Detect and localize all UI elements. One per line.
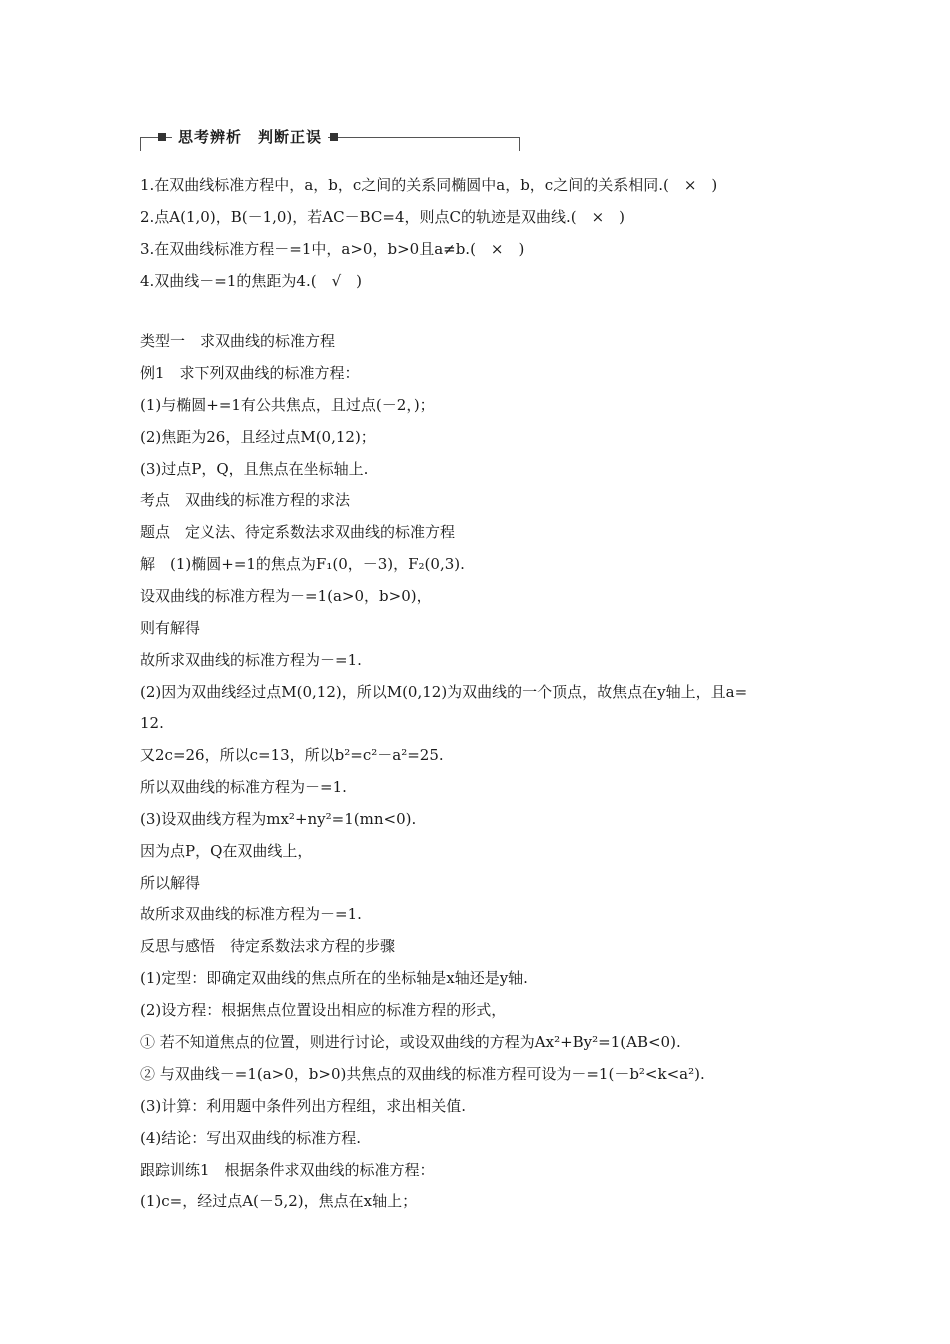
section-header [140, 125, 520, 155]
practice-title: 跟踪训练1 根据条件求双曲线的标准方程： [140, 1161, 435, 1179]
header-right-bracket [519, 137, 520, 151]
solution-line: 解 (1)椭圆+=1的焦点为F₁(0，－3)，F₂(0,3). [140, 555, 465, 573]
solution-line: 故所求双曲线的标准方程为－=1. [140, 905, 362, 923]
judge-item-2: 2.点A(1,0)，B(－1,0)，若AC－BC=4，则点C的轨迹是双曲线.( × ) [140, 208, 626, 226]
judge-item-4: 4.双曲线－=1的焦距为4.( √ ) [140, 272, 362, 290]
reflection-step: ① 若不知道焦点的位置，则进行讨论，或设双曲线的方程为Ax²+By²=1(AB<0). [140, 1033, 681, 1051]
subtopic-label: 题点 定义法、待定系数法求双曲线的标准方程 [140, 523, 456, 541]
example-part-3: (3)过点P，Q，且焦点在坐标轴上. [140, 460, 369, 478]
example-part-2: (2)焦距为26，且经过点M(0,12)； [140, 428, 376, 446]
topic-label: 考点 双曲线的标准方程的求法 [140, 491, 351, 509]
example-title: 例1 求下列双曲线的标准方程： [140, 364, 360, 382]
header-square-right-icon [330, 133, 338, 141]
solution-line: (3)设双曲线方程为mx²+ny²=1(mn<0). [140, 810, 417, 828]
solution-line: (2)因为双曲线经过点M(0,12)，所以M(0,12)为双曲线的一个顶点，故焦点在y轴上，且a= [140, 683, 748, 701]
header-left-bracket [140, 137, 141, 151]
practice-part-1: (1)c=，经过点A(－5,2)，焦点在x轴上； [140, 1192, 418, 1210]
solution-line: 所以双曲线的标准方程为－=1. [140, 778, 347, 796]
header-square-left-icon [158, 133, 166, 141]
solution-line: 因为点P，Q在双曲线上， [140, 842, 313, 860]
reflection-step: (3)计算：利用题中条件列出方程组，求出相关值. [140, 1097, 467, 1115]
reflection-heading: 反思与感悟 待定系数法求方程的步骤 [140, 937, 396, 955]
example-part-1: (1)与椭圆+=1有公共焦点，且过点(－2，)； [140, 396, 435, 414]
judge-item-3: 3.在双曲线标准方程－=1中，a>0，b>0且a≠b.( × ) [140, 240, 525, 258]
solution-line: 又2c=26，所以c=13，所以b²=c²－a²=25. [140, 746, 444, 764]
judge-item-1: 1.在双曲线标准方程中，a，b，c之间的关系同椭圆中a，b，c之间的关系相同.( × ) [140, 176, 718, 194]
reflection-step: (4)结论：写出双曲线的标准方程. [140, 1129, 362, 1147]
solution-line: 12. [140, 714, 164, 732]
solution-line: 所以解得 [140, 874, 201, 892]
reflection-step: (2)设方程：根据焦点位置设出相应的标准方程的形式， [140, 1001, 507, 1019]
type-heading: 类型一 求双曲线的标准方程 [140, 332, 336, 350]
reflection-step: ② 与双曲线－=1(a>0，b>0)共焦点的双曲线的标准方程可设为－=1(－b²<k<a²). [140, 1065, 705, 1083]
solution-line: 则有解得 [140, 619, 201, 637]
section-title: 思考辨析 判断正误 [172, 125, 328, 149]
solution-line: 设双曲线的标准方程为－=1(a>0，b>0)， [140, 587, 432, 605]
solution-line: 故所求双曲线的标准方程为－=1. [140, 651, 362, 669]
reflection-step: (1)定型：即确定双曲线的焦点所在的坐标轴是x轴还是y轴. [140, 969, 528, 987]
